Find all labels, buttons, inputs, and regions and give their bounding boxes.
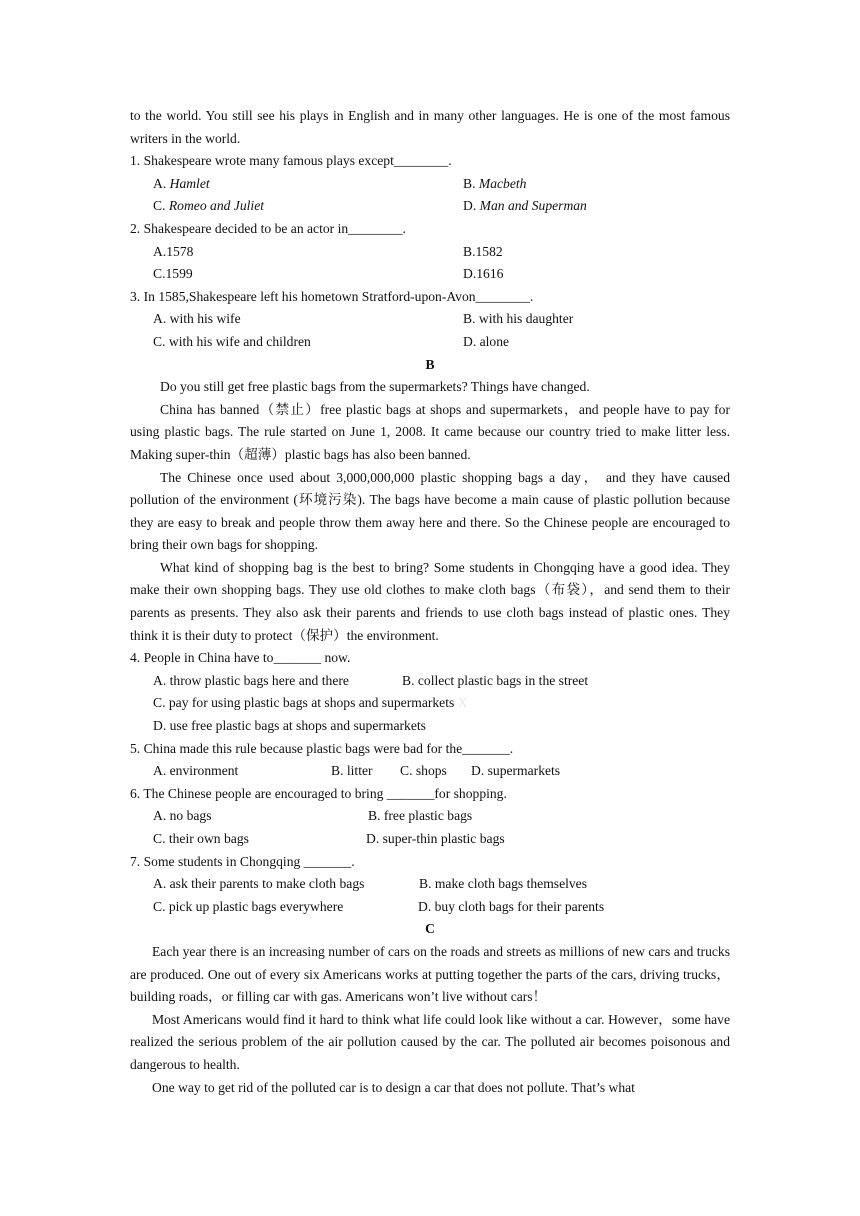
question-4-stem: 4. People in China have to_______ now.	[130, 650, 351, 666]
question-4-options-row-1	[130, 670, 730, 693]
option-d: D. Man and Superman	[463, 198, 587, 214]
option-a: A. Hamlet	[153, 175, 210, 191]
option-b: B. make cloth bags themselves	[419, 876, 587, 892]
option-d: D. alone	[463, 333, 510, 349]
answer-mark: X	[457, 695, 468, 711]
section-c-paragraph-3: One way to get rid of the polluted car is to design a car that does not pollute. That’s what	[152, 1079, 635, 1095]
section-b-paragraph-4: What kind of shopping bag is the best to bring? Some students in Chongqing have a good idea. They make their own shopping bags. They use old clothes to make cloth bags（布袋），and send them to their parents as presents. They also ask their parents and friends to use cloth bags instead of plastic ones. They think it is their duty to protect（保护）the environment.	[130, 559, 730, 643]
option-c: C. with his wife and children	[153, 333, 311, 349]
option-b: B. Macbeth	[463, 175, 527, 191]
question-7-options-row-1	[130, 873, 730, 896]
question-2-options-row-2	[130, 263, 730, 286]
intro-paragraph: to the world. You still see his plays in English and in many other languages. He is one of the most famous writers in the world.	[130, 108, 730, 146]
question-1-options-row-2	[130, 195, 730, 218]
question-1-stem: 1. Shakespeare wrote many famous plays except________.	[130, 153, 452, 169]
option-c: C.1599	[153, 266, 193, 282]
option-d: D. super-thin plastic bags	[366, 831, 505, 846]
section-b-paragraph-3: The Chinese once used about 3,000,000,000 plastic shopping bags a day， and they have caused pollution of the environment (环境污染). The bags have become a main cause of plastic pollution because they are easy to break and people throw them away here and there. So the Chinese people are encouraged to bring their own bags for shopping.	[130, 469, 730, 553]
option-a: A. with his wife	[153, 311, 241, 327]
question-7-stem: 7. Some students in Chongqing _______.	[130, 853, 355, 869]
option-b: B.1582	[463, 243, 503, 259]
option-b: B. with his daughter	[463, 311, 574, 327]
option-a: A. ask their parents to make cloth bags	[153, 876, 365, 892]
question-3-options-row-1	[130, 308, 730, 331]
question-3-stem: 3. In 1585,Shakespeare left his hometown Stratford-upon-Avon________.	[130, 288, 534, 304]
question-4-option-c-row	[130, 692, 730, 715]
question-5-options-row	[130, 760, 730, 783]
question-2-options-row-1	[130, 241, 730, 264]
option-a: A. throw plastic bags here and there	[153, 672, 349, 688]
option-d: D. buy cloth bags for their parents	[418, 898, 605, 914]
option-d: D. use free plastic bags at shops and supermarkets	[153, 718, 426, 734]
question-6-stem: 6. The Chinese people are encouraged to bring _______for shopping.	[130, 785, 507, 801]
option-b: B. collect plastic bags in the street	[402, 672, 589, 688]
option-d: D. supermarkets	[471, 763, 561, 779]
option-c: C. pick up plastic bags everywhere	[153, 898, 344, 914]
option-b: B. free plastic bags	[368, 808, 473, 824]
option-a: A.1578	[153, 243, 194, 259]
question-6-options-row-2	[130, 828, 730, 851]
section-b-paragraph-2: China has banned（禁止）free plastic bags at shops and supermarkets，and people have to pay for using plastic bags. The rule started on June 1, 2008. It came because our country tried to make litter less. Making super-thin（超薄）plastic bags has also been banned.	[130, 401, 730, 462]
option-c: C. shops	[400, 763, 447, 779]
question-4-option-d-row	[130, 715, 730, 738]
section-c-heading: C	[425, 921, 435, 937]
option-a: A. no bags	[153, 808, 212, 824]
question-5-stem: 5. China made this rule because plastic bags were bad for the_______.	[130, 740, 514, 756]
document-page	[130, 105, 730, 1099]
option-d: D.1616	[463, 266, 504, 282]
section-c-paragraph-2: Most Americans would find it hard to think what life could look like without a car. However，some have realized the serious problem of the air pollution caused by the car. The polluted air becomes poisonous and dangerous to health.	[130, 1011, 730, 1072]
section-b-heading: B	[425, 356, 435, 372]
section-b-paragraph-1: Do you still get free plastic bags from the supermarkets? Things have changed.	[160, 379, 590, 395]
section-c-paragraph-1: Each year there is an increasing number of cars on the roads and streets as millions of new cars and trucks are produced. One out of every six Americans works at putting together the parts of the cars, driving trucks，building roads，or filling car with gas. Americans won’t live without cars！	[130, 943, 730, 1005]
question-6-options-row-1	[130, 805, 730, 828]
question-3-options-row-2	[130, 331, 730, 354]
question-2-stem: 2. Shakespeare decided to be an actor in________.	[130, 220, 406, 236]
option-c: C. their own bags	[153, 831, 249, 846]
option-c: C. Romeo and Juliet	[153, 198, 265, 214]
option-b: B. litter	[331, 763, 373, 779]
option-a: A. environment	[153, 763, 239, 779]
option-c: C. pay for using plastic bags at shops and supermarkets	[153, 695, 455, 711]
question-7-options-row-2	[130, 896, 730, 919]
question-1-options-row-1	[130, 173, 730, 196]
